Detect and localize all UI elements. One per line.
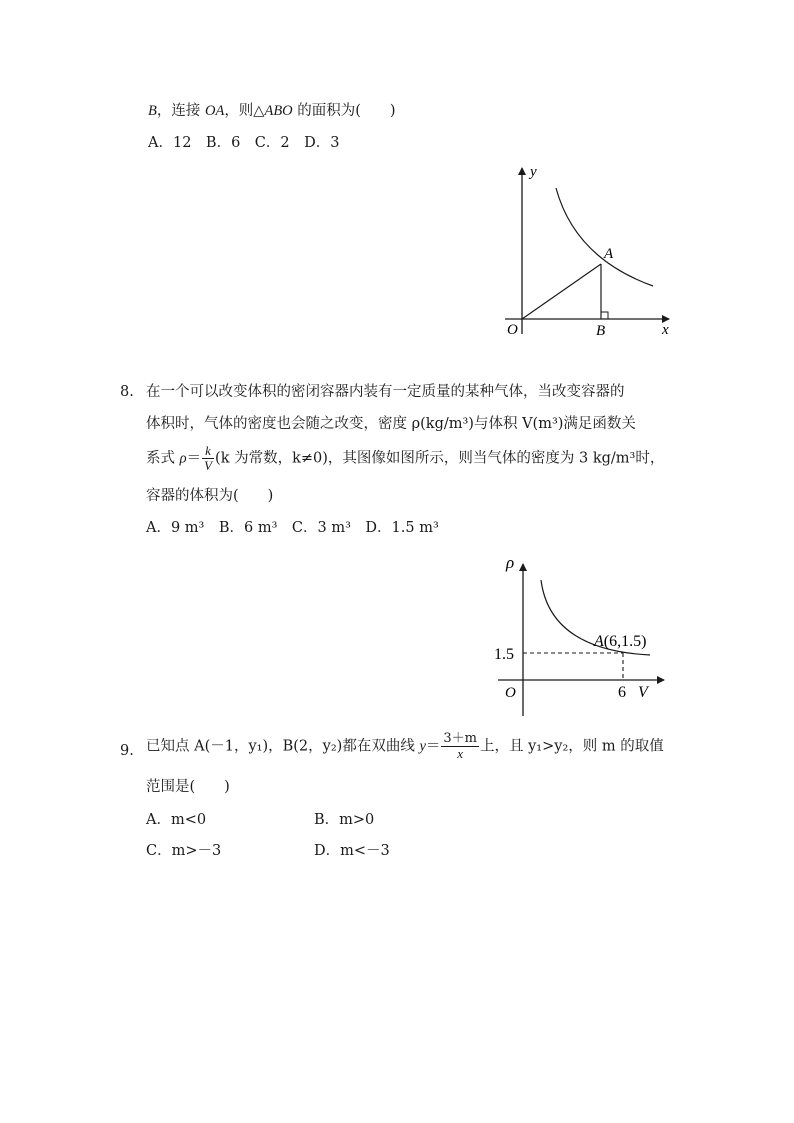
q7-label-y: y — [530, 164, 537, 180]
q9-frac-num: 3＋m — [443, 731, 477, 746]
q9-line1-pre: 已知点 A(－1，y₁)，B(2，y₂)都在双曲线 — [146, 738, 420, 755]
q8-label-rho: ρ — [506, 553, 515, 572]
q8-point-a-letter: A — [594, 633, 604, 650]
q9-eq: ＝ — [425, 738, 441, 755]
q8-line3-post: (k 为常数，k≠0)，其图像如图所示，则当气体的密度为 3 kg/m³时， — [215, 450, 665, 467]
q8-rho: ρ — [179, 450, 187, 467]
q9-option-b: B．m>0 — [314, 812, 375, 828]
q8-line2: 体积时，气体的密度也会随之改变，密度 ρ(kg/m³)与体积 V(m³)满足函数关 — [146, 416, 636, 432]
q8-line1: 在一个可以改变体积的密闭容器内装有一定质量的某种气体，当改变容器的 — [146, 384, 625, 400]
q7-hyperbola — [556, 188, 653, 286]
q9-fraction — [441, 732, 479, 761]
q7-end: 的面积为( ) — [292, 103, 396, 119]
q9-line1-post: 上，且 y₁>y₂，则 m 的取值 — [479, 738, 664, 755]
q8-tick-6: 6 — [618, 684, 626, 701]
q7-options: A．12 B．6 C．2 D．3 — [148, 135, 340, 151]
q8-tick-1-5: 1.5 — [494, 646, 514, 663]
q7-then: ，则△ — [224, 103, 265, 119]
q9-y: y — [419, 738, 426, 755]
q8-point-a — [593, 633, 646, 650]
q7-label-b: B — [596, 323, 606, 339]
q9-option-d: D．m<－3 — [314, 843, 390, 859]
q7-triangle-abo: ABO — [264, 103, 293, 119]
q7-label-a: A — [604, 246, 614, 262]
q8-label-v: V — [638, 684, 648, 701]
q8-line3 — [146, 444, 664, 473]
q7-label-x: x — [662, 322, 669, 338]
q8-point-a-coords: (6,1.5) — [603, 633, 647, 650]
q8-number: 8. — [120, 384, 134, 400]
q7-sep: ，连接 — [156, 103, 205, 119]
q8-fraction — [202, 444, 214, 473]
q8-eq: ＝ — [186, 450, 202, 467]
q7-segment-oa-line — [522, 264, 601, 319]
q8-frac-den: V — [204, 458, 213, 473]
q8-options: A．9 m³ B．6 m³ C．3 m³ D．1.5 m³ — [146, 520, 439, 536]
q7-stem-tail — [148, 101, 396, 121]
q8-label-o: O — [505, 685, 516, 701]
q7-label-o: O — [507, 322, 518, 338]
q8-figure — [488, 550, 673, 720]
q9-option-a: A．m<0 — [146, 812, 207, 828]
q8-line3-pre: 系式 — [146, 450, 180, 467]
q9-frac-den: x — [457, 746, 464, 761]
q7-right-angle-mark — [601, 312, 608, 319]
q7-segment-oa: OA — [204, 103, 225, 119]
q8-line4: 容器的体积为( ) — [146, 488, 274, 504]
q8-frac-num: k — [202, 444, 214, 459]
q7-figure — [495, 158, 680, 343]
q9-line2: 范围是( ) — [146, 779, 230, 795]
q9-line1 — [146, 732, 664, 761]
q9-number: 9. — [120, 743, 134, 759]
q7-point-b: B — [148, 103, 157, 119]
q9-option-c: C．m>－3 — [146, 843, 222, 859]
